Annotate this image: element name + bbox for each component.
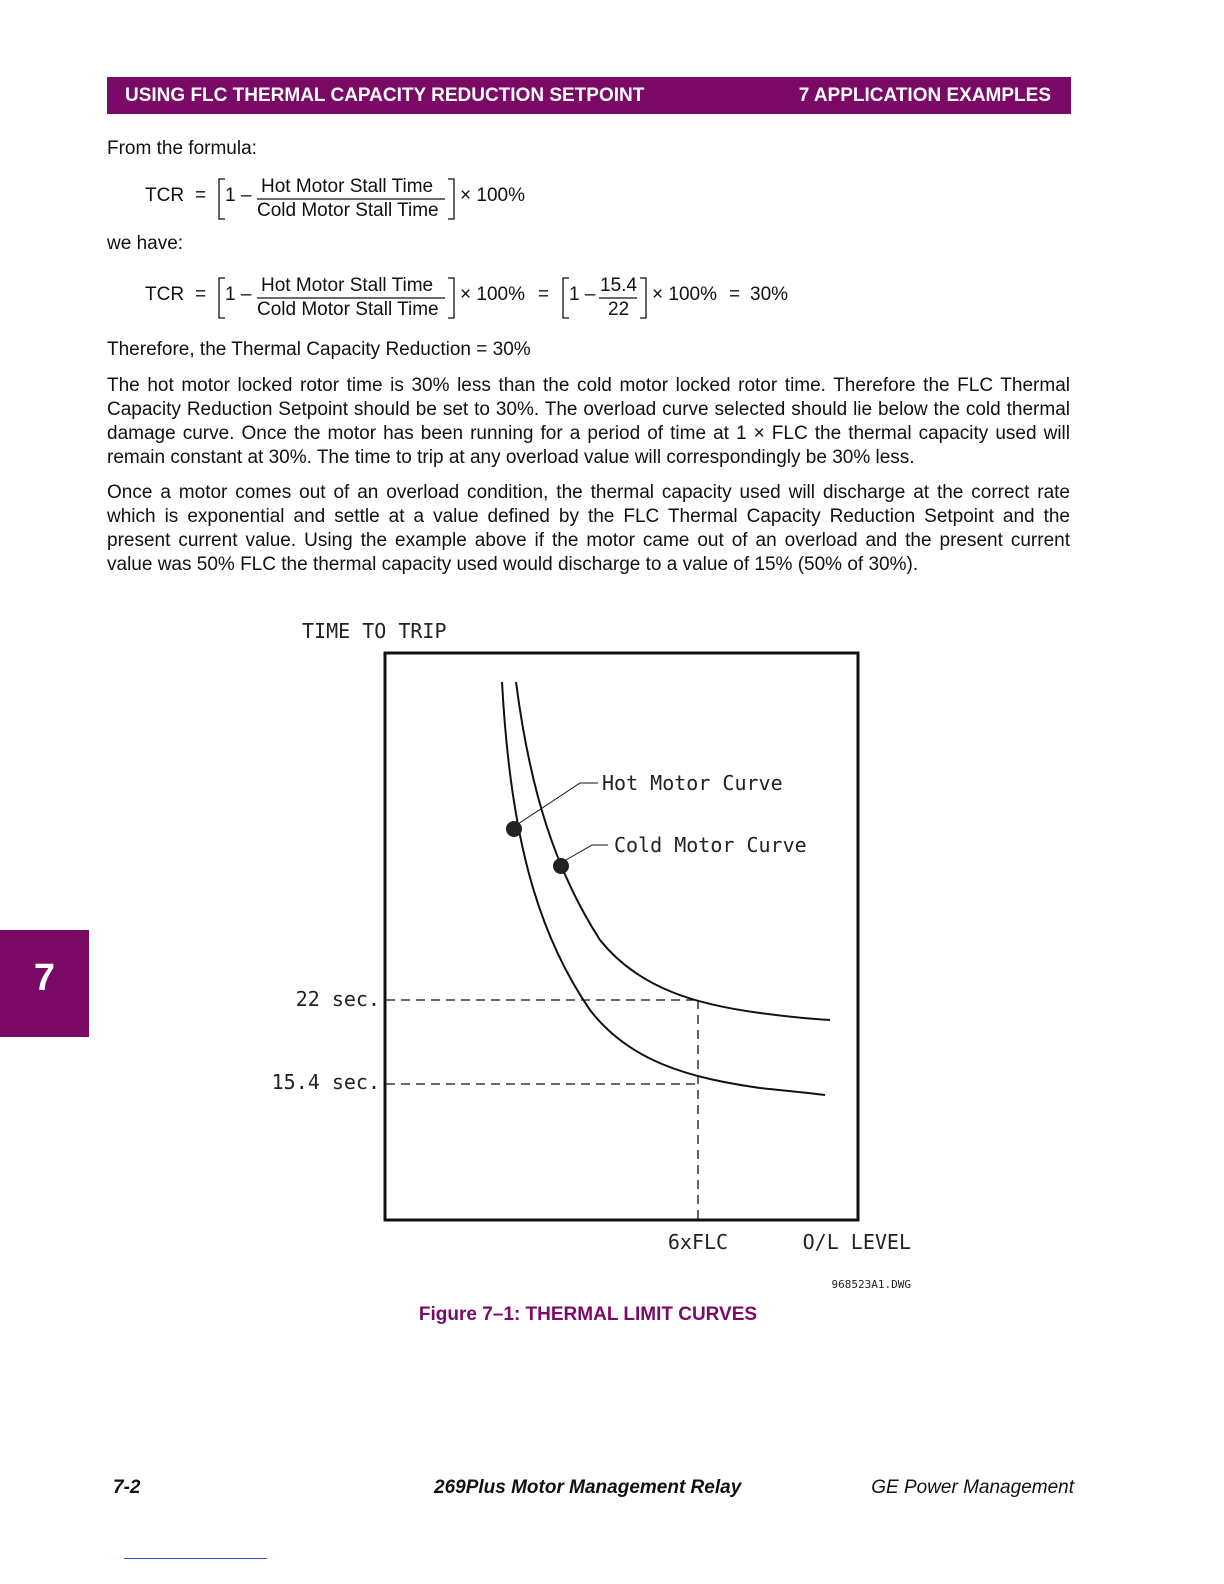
footer-rule (124, 1558, 267, 1559)
formula-equals-3: = (729, 284, 741, 305)
formula-denominator-2: 22 (608, 299, 630, 320)
formula-one-minus: 1 – (225, 185, 252, 206)
formula-lhs: TCR (145, 284, 185, 305)
we-have-text: we have: (107, 233, 184, 254)
formula-1 (145, 176, 565, 228)
formula-numerator-2: 15.4 (600, 275, 637, 296)
hot-label-leader (518, 783, 598, 824)
formula-2 (145, 275, 825, 327)
formula-equals-2: = (538, 284, 550, 305)
cold-curve-marker (553, 858, 569, 874)
section-title: USING FLC THERMAL CAPACITY REDUCTION SETPOINT (125, 85, 645, 106)
x-axis-label: O/L LEVEL (802, 1230, 911, 1254)
footer-page-number: 7-2 (113, 1477, 141, 1498)
formula-times: × 100% (460, 284, 525, 305)
intro-text: From the formula: (107, 138, 257, 159)
y-axis-label: TIME TO TRIP (302, 619, 447, 643)
y-tick-15-4: 15.4 sec. (271, 1070, 380, 1094)
hot-motor-curve (502, 682, 825, 1095)
footer-product: 269Plus Motor Management Relay (434, 1477, 742, 1498)
page-header (107, 77, 1071, 114)
formula-times: × 100% (460, 185, 525, 206)
paragraph-2: Once a motor comes out of an overload condition, the thermal capacity used will discharge at the correct rate which is exponential and settle at a value defined by the FLC Thermal Capacity Reduction Setpoint and the present current value. Using the example above if the motor came out of an overload and the present current value was 50% FLC the thermal capacity used would discharge to a value of 15% (50% of 30%). (107, 482, 1070, 575)
formula-times-2: × 100% (652, 284, 717, 305)
cold-curve-label: Cold Motor Curve (614, 833, 807, 857)
formula-equals: = (195, 185, 207, 206)
y-tick-22: 22 sec. (295, 987, 380, 1011)
formula-result: 30% (750, 284, 789, 305)
figure-caption: Figure 7–1: THERMAL LIMIT CURVES (418, 1304, 758, 1325)
footer-company: GE Power Management (871, 1477, 1074, 1498)
therefore-text: Therefore, the Thermal Capacity Reduction = 30% (107, 339, 531, 360)
cold-label-leader (566, 845, 608, 860)
formula-numerator: Hot Motor Stall Time (261, 275, 434, 296)
thermal-limit-chart (0, 600, 1224, 1300)
formula-lhs: TCR (145, 185, 185, 206)
formula-numerator: Hot Motor Stall Time (261, 176, 434, 197)
plot-frame (385, 653, 858, 1220)
formula-one-minus: 1 – (225, 284, 252, 305)
x-tick-6xflc: 6xFLC (667, 1230, 729, 1254)
formula-denominator: Cold Motor Stall Time (257, 200, 439, 221)
chapter-title: 7 APPLICATION EXAMPLES (798, 85, 1051, 106)
paragraph-1: The hot motor locked rotor time is 30% less than the cold motor locked rotor time. Therefore the FLC Thermal Capacity Reduction Setpoint should be set to 30%. The overload curve selected should lie below the cold thermal damage curve. Once the motor has been running for a period of time at 1 × FLC the thermal capacity used will remain constant at 30%. The time to trip at any overload value will correspondingly be 30% less. (107, 375, 1070, 468)
formula-one-minus-2: 1 – (569, 284, 596, 305)
chapter-tab: 7 (0, 930, 89, 1037)
drawing-id: 968523A1.DWG (831, 1278, 911, 1291)
formula-equals: = (195, 284, 207, 305)
formula-denominator: Cold Motor Stall Time (257, 299, 439, 320)
hot-curve-label: Hot Motor Curve (602, 771, 783, 795)
